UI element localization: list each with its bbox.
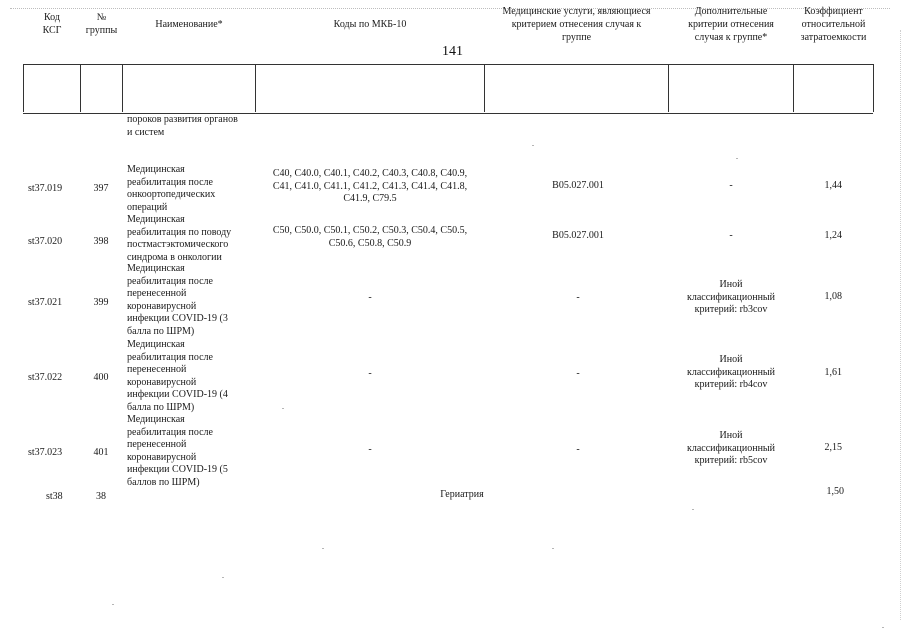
header-mkb: Коды по МКБ-10 xyxy=(333,18,407,30)
row-name: Медицинская реабилитация после перенесенной коронавирусной инфекции COVID-19 (4 балла по ШРМ) xyxy=(127,339,228,413)
header-divider xyxy=(122,64,123,112)
row-mkb: - xyxy=(368,444,372,455)
row-coefficient: 2,15 xyxy=(824,442,842,453)
header-name: Наименование* xyxy=(155,18,223,30)
scan-speck xyxy=(322,548,324,549)
header-group: № группы xyxy=(85,12,118,36)
row-code: st37.022 xyxy=(28,372,63,383)
header-divider xyxy=(484,64,485,112)
row-services: - xyxy=(576,444,580,455)
row-code: st37.023 xyxy=(28,447,63,458)
scan-speck xyxy=(882,627,884,628)
section-name: Гериатрия xyxy=(440,489,484,500)
header-divider xyxy=(255,64,256,112)
header-divider xyxy=(668,64,669,112)
row-services: B05.027.001 xyxy=(552,230,604,241)
row-code: st37.021 xyxy=(28,297,63,308)
row-group: 397 xyxy=(93,183,109,194)
row-code: st37.019 xyxy=(28,183,63,194)
row-name: Медицинская реабилитация после онкоортопедических операций xyxy=(127,164,216,213)
header-divider xyxy=(793,64,794,112)
row-coefficient: 1,08 xyxy=(824,291,842,302)
scan-side-artifact xyxy=(900,30,901,620)
row-mkb: - xyxy=(368,368,372,379)
row-coefficient: 1,24 xyxy=(824,230,842,241)
row-name: Медицинская реабилитация после перенесенной коронавирусной инфекции COVID-19 (5 баллов по ШРМ) xyxy=(127,414,228,488)
row-services: - xyxy=(576,292,580,303)
row-services: B05.027.001 xyxy=(552,180,604,191)
row-name: Медицинская реабилитация по поводу постмастэктомического синдрома в онкологии xyxy=(127,214,232,263)
row-services: - xyxy=(576,368,580,379)
row-coefficient: 1,44 xyxy=(824,180,842,191)
row-group: 401 xyxy=(93,447,109,458)
row-name: Медицинская реабилитация после перенесенной коронавирусной инфекции COVID-19 (3 балла по ШРМ) xyxy=(127,263,228,337)
scan-speck xyxy=(112,604,114,605)
continuation-text: пороков развития органов и систем xyxy=(127,114,238,138)
table-header xyxy=(23,64,873,114)
row-group: 399 xyxy=(93,297,109,308)
row-code: st37.020 xyxy=(28,236,63,247)
scan-speck xyxy=(692,509,694,510)
scan-speck xyxy=(532,145,534,146)
row-additional: - xyxy=(729,230,733,241)
scan-speck xyxy=(552,548,554,549)
row-additional: Иной классификационный критерий: rb5cov xyxy=(687,430,775,466)
row-additional: Иной классификационный критерий: rb4cov xyxy=(687,354,775,390)
row-coefficient: 1,61 xyxy=(824,367,842,378)
scan-speck xyxy=(222,577,224,578)
row-group: 398 xyxy=(93,236,109,247)
header-additional: Дополнительные критерии отнесения случая к группе* xyxy=(688,5,774,43)
row-mkb: C50, C50.0, C50.1, C50.2, C50.3, C50.4, C50.5, C50.6, C50.8, C50.9 xyxy=(272,225,468,249)
row-additional: - xyxy=(729,180,733,191)
row-mkb: C40, C40.0, C40.1, C40.2, C40.3, C40.8, C40.9, C41, C41.0, C41.1, C41.2, C41.3, C41.4, C41.8, C41.9, C79.5 xyxy=(272,168,468,204)
header-divider xyxy=(873,64,874,112)
section-coefficient: 1,50 xyxy=(826,486,844,497)
scan-speck xyxy=(282,408,284,409)
section-code: st38 xyxy=(46,491,63,502)
header-divider xyxy=(23,64,24,112)
header-services: Медицинские услуги, являющиеся критерием отнесения случая к группе xyxy=(502,5,651,43)
header-code: Код КСГ xyxy=(42,12,62,36)
header-divider xyxy=(80,64,81,112)
row-mkb: - xyxy=(368,292,372,303)
row-group: 400 xyxy=(93,372,109,383)
scan-speck xyxy=(736,158,738,159)
header-coefficient: Коэффициент относительной затратоемкости xyxy=(800,5,867,43)
page-number: 141 xyxy=(442,44,463,59)
section-group: 38 xyxy=(96,491,106,502)
row-additional: Иной классификационный критерий: rb3cov xyxy=(687,279,775,315)
